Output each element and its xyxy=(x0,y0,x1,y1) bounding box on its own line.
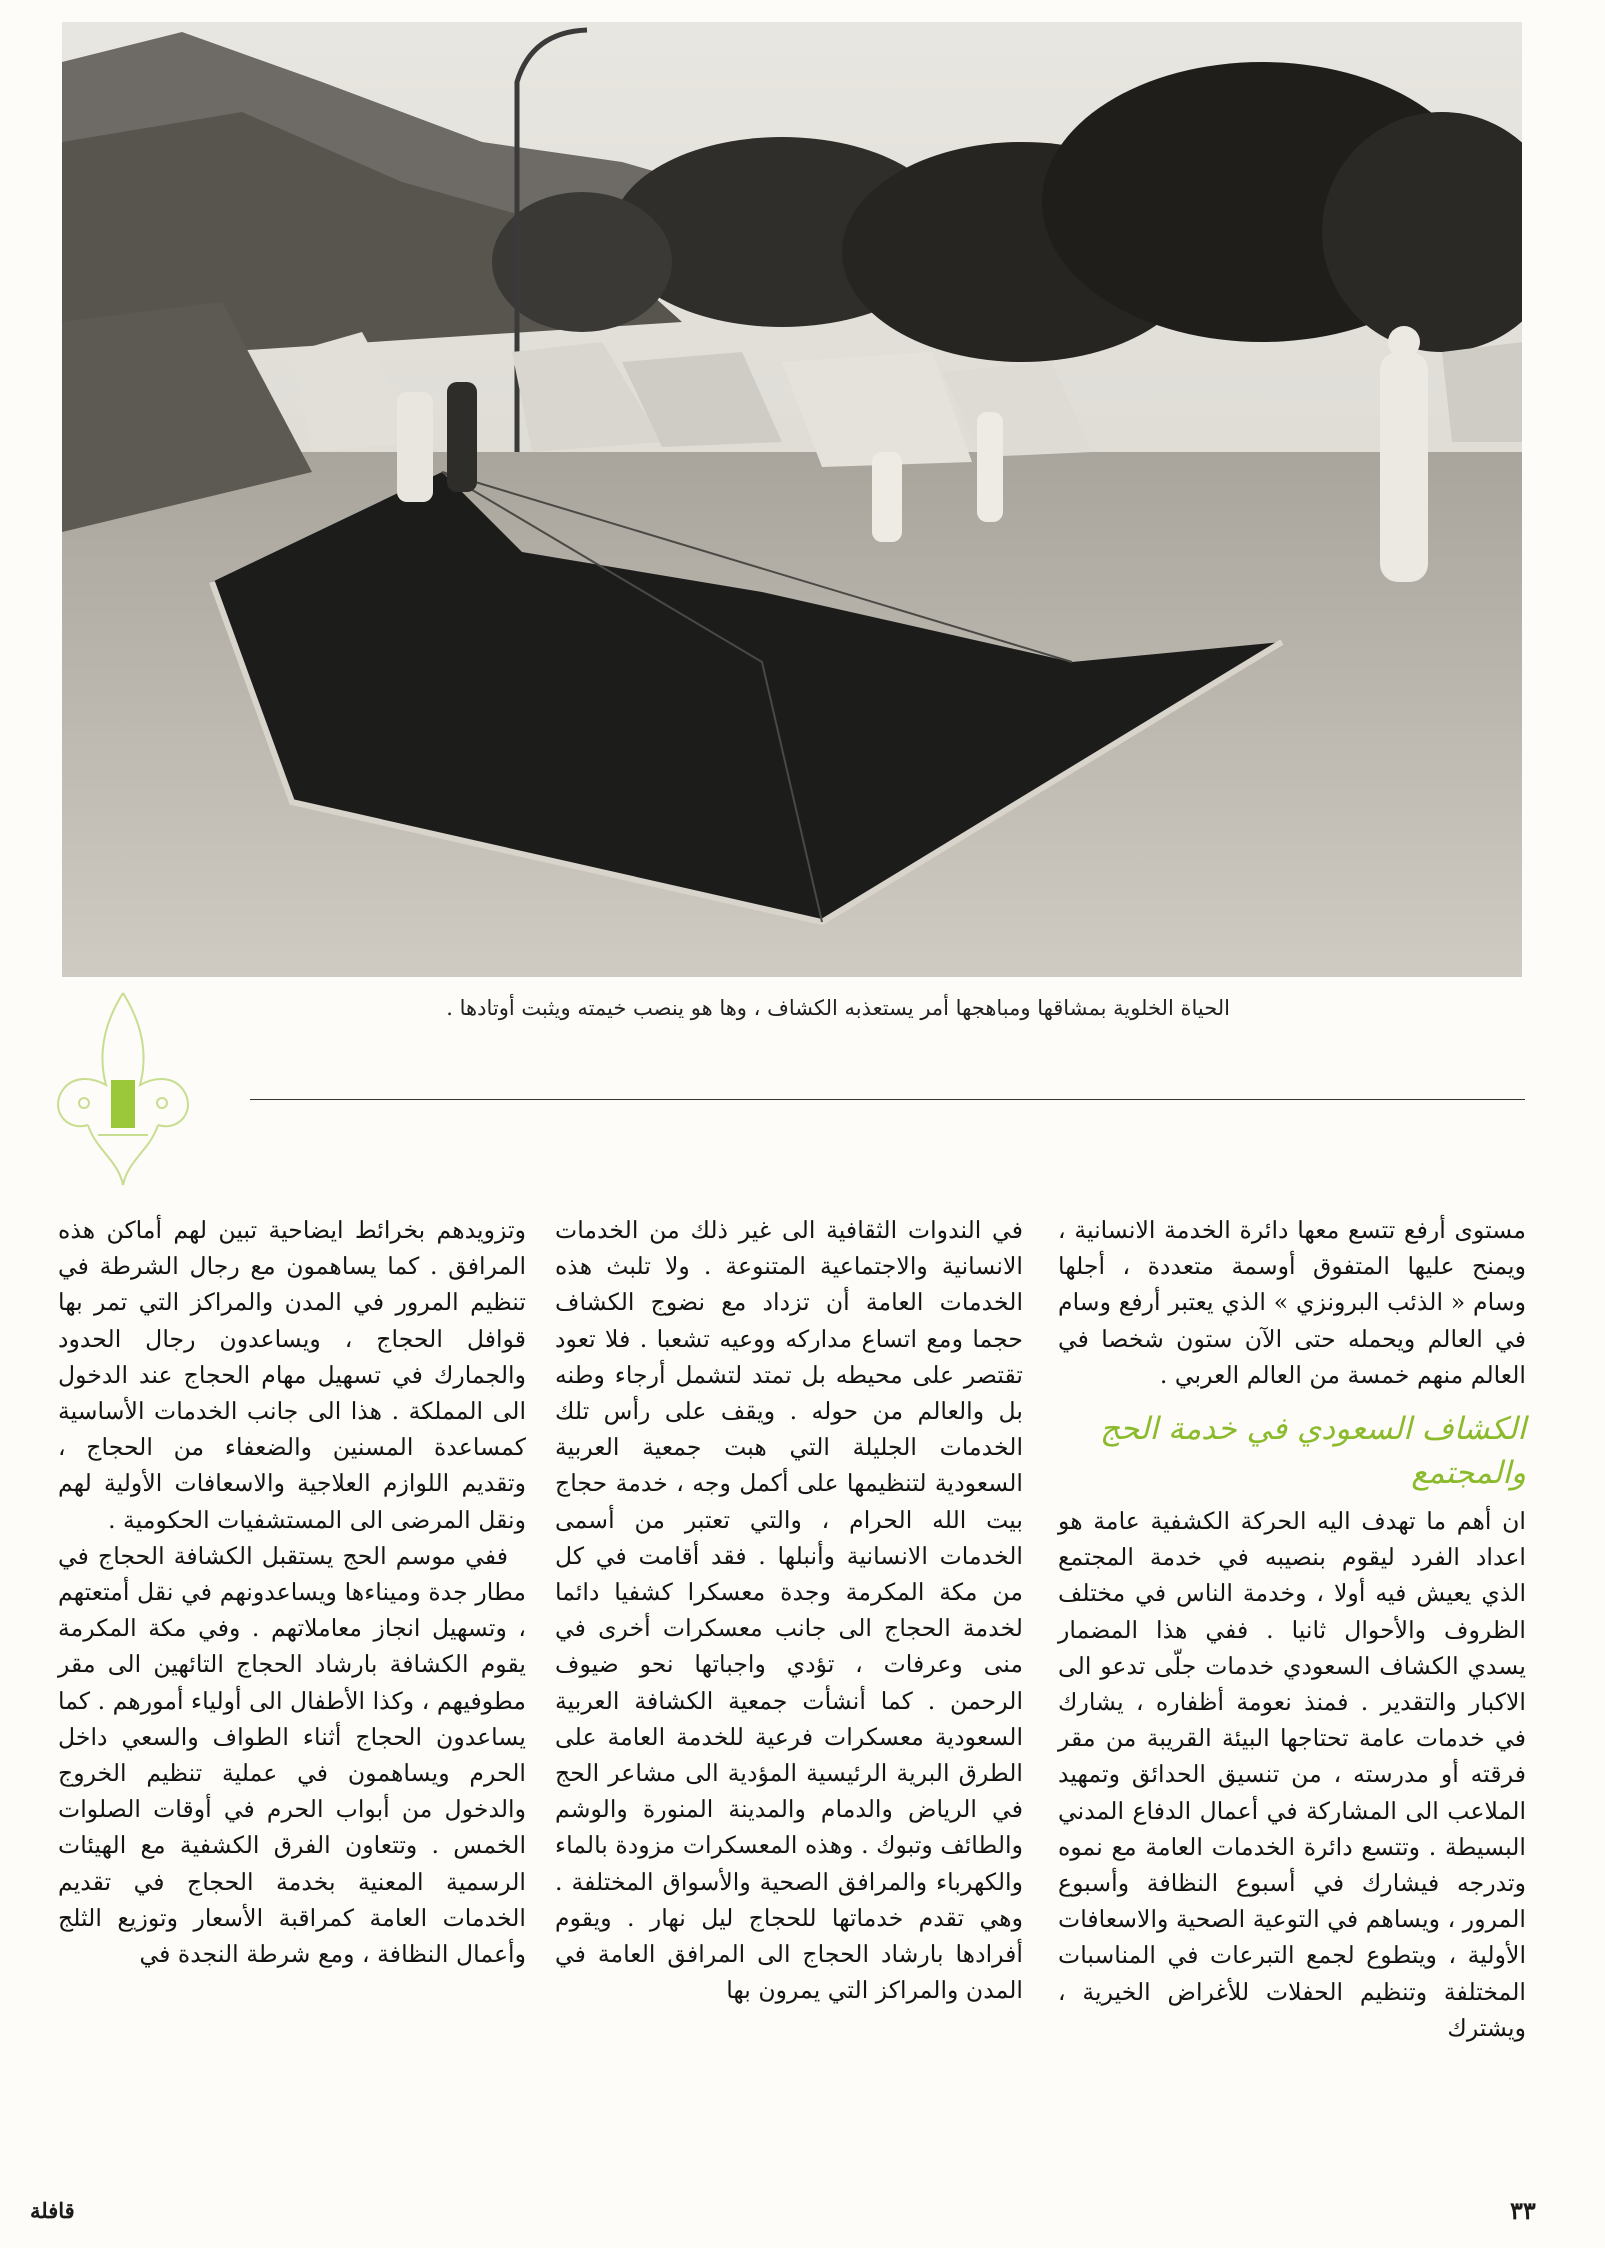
page-number: ٣٣ xyxy=(1510,2196,1536,2225)
photo-illustration xyxy=(62,22,1522,977)
article-column-middle xyxy=(555,1212,1023,2008)
article-paragraph: في الندوات الثقافية الى غير ذلك من الخدمات الانسانية والاجتماعية المتنوعة . ولا تلبث هذه الخدمات العامة أن تزداد مع نضوج الكشاف حجما ومع اتساع مداركه ووعيه تشعبا . فلا تعود تقتصر على محيطه بل تمتد لتشمل أرجاء وطنه بل والعالم من حوله . ويقف على رأس تلك الخدمات الجليلة التي هبت جمعية العربية السعودية لتنظيمها على أكمل وجه ، خدمة حجاج بيت الله الحرام ، والتي تعتبر من أسمى الخدمات الانسانية وأنبلها . فقد أقامت في كل من مكة المكرمة وجدة معسكرا كشفيا دائما لخدمة الحجاج الى جانب معسكرات أخرى في منى وعرفات ، تؤدي واجباتها نحو ضيوف الرحمن . كما أنشأت جمعية الكشافة العربية السعودية معسكرات فرعية للخدمة العامة على الطرق البرية الرئيسية المؤدية الى مشاعر الحج في الرياض والدمام والمدينة المنورة والوشم والطائف وتبوك . وهذه المعسكرات مزودة بالماء والكهرباء والمرافق الصحية والأسواق المختلفة . وهي تقدم خدماتها للحجاج ليل نهار . ويقوم أفرادها بارشاد الحجاج الى المرافق العامة في المدن والمراكز التي يمرون بها xyxy=(555,1216,1023,2005)
article-paragraph: ان أهم ما تهدف اليه الحركة الكشفية عامة هو اعداد الفرد ليقوم بنصيبه في خدمة المجتمع الذي يعيش فيه أولا ، وخدمة الناس في مختلف الظروف والأحوال ثانيا . ففي هذا المضمار يسدي الكشاف السعودي خدمات جلّى تدعو الى الاكبار والتقدير . فمنذ نعومة أظفاره ، يشارك في خدمات عامة تحتاجها البيئة القريبة من مقر فرقته أو مدرسته ، من تنسيق الحدائق وتمهيد الملاعب الى المشاركة في أعمال الدفاع المدني البسيطة . وتتسع دائرة الخدمات العامة مع نموه وتدرجه فيشارك في أسبوع النظافة وأسبوع المرور ، ويساهم في التوعية الصحية والاسعافات الأولية ، ويتطوع لجمع التبرعات في المناسبات المختلفة وتنظيم الحفلات للأغراض الخيرية ، ويشترك xyxy=(1058,1507,1526,2042)
scout-fleur-de-lis-icon xyxy=(48,985,198,1190)
section-title: الكشاف السعودي في خدمة الحج والمجتمع xyxy=(1100,1411,1526,1492)
article-paragraph: وتزويدهم بخرائط ايضاحية تبين لهم أماكن هذه المرافق . كما يساهمون مع رجال الشرطة في تنظيم المرور في المدن والمراكز التي تمر بها قوافل الحجاج ، ويساعدون رجال الحدود والجمارك في تسهيل مهام الحجاج عند الدخول الى المملكة . هذا الى جانب الخدمات الأساسية كمساعدة المسنين والضعفاء من الحجاج ، وتقديم اللوازم العلاجية والاسعافات الأولية لهم ونقل المرضى الى المستشفيات الحكومية . xyxy=(58,1216,526,1534)
section-divider xyxy=(250,1099,1525,1100)
magazine-name: قافلة xyxy=(30,2198,75,2223)
article-column-left xyxy=(58,1212,526,1972)
article-paragraph: ففي موسم الحج يستقبل الكشافة الحجاج في مطار جدة وميناءها ويساعدونهم في نقل أمتعتهم ، وتسهيل انجاز معاملاتهم . وفي مكة المكرمة يقوم الكشافة بارشاد الحجاج التائهين الى مقر مطوفيهم ، وكذا الأطفال الى أولياء أمورهم . كما يساعدون الحجاج أثناء الطواف والسعي داخل الحرم ويساهمون في عملية تنظيم الخروج والدخول من أبواب الحرم في أوقات الصلوات الخمس . وتتعاون الفرق الكشفية مع الهيئات الرسمية المعنية بخدمة الحجاج في تقديم الخدمات العامة كمراقبة الأسعار وتوزيع الثلج وأعمال النظافة ، ومع شرطة النجدة في xyxy=(58,1541,526,1969)
photo-caption: الحياة الخلوية بمشاقها ومباهجها أمر يستعذبه الكشاف ، وها هو ينصب خيمته ويثبت أوتادها . xyxy=(446,996,1230,1020)
article-column-right xyxy=(1058,1212,1526,2046)
scout-camp-photo xyxy=(62,22,1522,977)
article-paragraph: مستوى أرفع تتسع معها دائرة الخدمة الانسانية ، ويمنح عليها المتفوق أوسمة متعددة ، أجلها وسام « الذئب البرونزي » الذي يعتبر أرفع وسام في العالم ويحمله حتى الآن ستون شخصا في العالم منهم خمسة من العالم العربي . xyxy=(1058,1216,1526,1389)
